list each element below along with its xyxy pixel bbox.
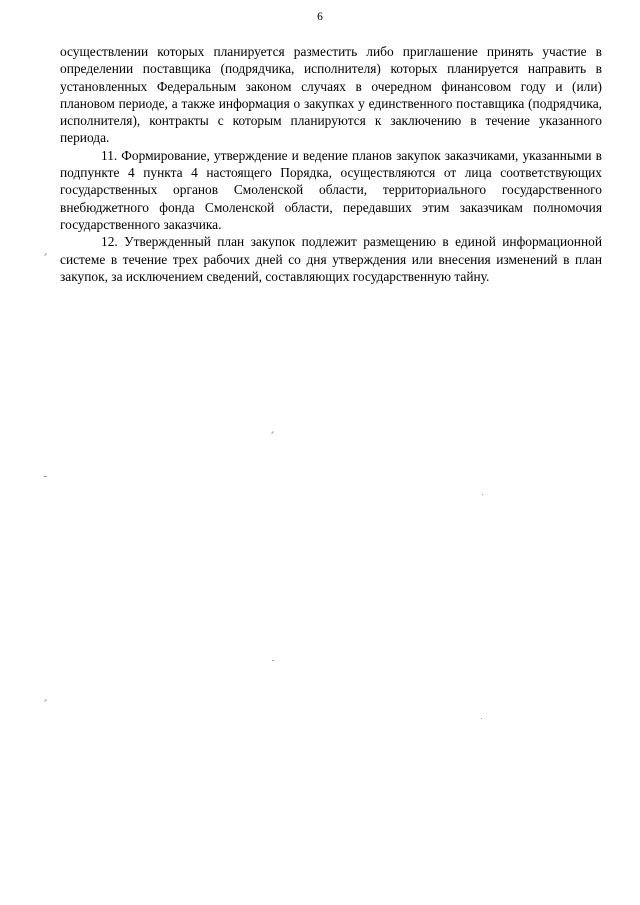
paragraph-item-11: 11. Формирование, утверждение и ведение планов закупок заказчиками, указанными в подпункте 4 пункта 4 настоящего Порядка, осуществляются от лица соответствующих государственных органов Смоленской области, территориального государственного внебюджетного фонда Смоленской области, передавших этим заказчикам полномочия государственного заказчика. xyxy=(60,147,602,232)
scan-speck xyxy=(271,431,274,434)
document-body xyxy=(60,43,602,285)
paragraph-item-12: 12. Утвержденный план закупок подлежит размещению в единой информационной системе в течение трех рабочих дней со дня утверждения или внесения изменений в план закупок, за исключением сведений, составляющих государственную тайну. xyxy=(60,234,602,284)
scan-speck xyxy=(481,718,482,719)
page-number: 6 xyxy=(317,11,323,23)
scan-speck xyxy=(44,253,47,256)
scan-speck xyxy=(482,494,483,495)
scan-speck xyxy=(44,476,47,477)
scan-speck xyxy=(272,660,274,661)
paragraph-continuation: осуществлении которых планируется разместить либо приглашение принять участие в определении поставщика (подрядчика, исполнителя) которых планируется направить в установленных Федеральным законом случаях в очередном финансовом году и (или) плановом периоде, а также информация о закупках у единственного поставщика (подрядчика, исполнителя), контракты с которым планируются к заключению в течение указанного периода. xyxy=(60,44,602,146)
scan-speck xyxy=(44,699,47,702)
